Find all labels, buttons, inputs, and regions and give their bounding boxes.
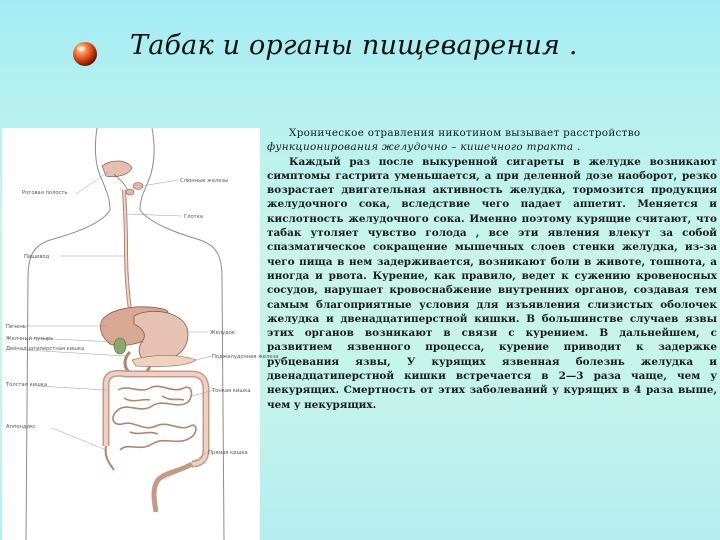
intro-paragraph	[267, 126, 717, 155]
main-paragraph: Каждый раз после выкуренной сигареты в желудке возникают симптомы гастрита уменьшается, а при деленной дозе наоборот, резко возрастает двигательная активность желудка, тормозится продукция желудочного сока, вследствие чего падает аппетит. Меняется и кислотность желудочного сока. Именно поэтому курящие считают, что табак утоляет чувство голода , все эти явления влекут за собой спазматическое сокращение мышечных слоев стенки желудка, из-за чего пища в нем задерживается, возникают боли в животе, тошнота, а иногда и рвота. Курение, как правило, ведет к сужению кровеносных сосудов, нарушает кровоснабжение внутренних органов, создавая тем самым благоприятные условия для изъявления слизистых оболочек желудка и двенадцатиперстной кишки. В большинстве случаев язвы этих органов возникают в связи с курением. В дальнейшем, с развитием язвенного процесса, курение приводит к задержке рубцевания язвы, У курящих язвенная болезнь желудка и двенадцатиперстной кишки встречается в 2—3 раза чаще, чем у некурящих. Смертность от этих заболеваний у курящих в 4 раза выше, чем у некурящих.	[267, 155, 717, 411]
oral-cavity	[102, 161, 132, 177]
label-large-intestine: Толстая кишка	[6, 382, 48, 388]
salivary-gland	[133, 183, 143, 190]
intro-line-1: Хроническое отравления никотином вызывает расстройство	[289, 127, 641, 139]
label-duodenum: Двенадцатиперстная кишка	[6, 346, 85, 352]
slide-title: Табак и органы пищеварения .	[130, 30, 578, 61]
label-gallbladder: Желчный пузырь	[6, 336, 54, 342]
label-appendix: Аппендикс	[6, 424, 36, 430]
sphere-bullet-icon	[72, 41, 98, 67]
label-pharynx: Глотка	[184, 214, 203, 220]
small-intestine	[113, 386, 196, 450]
label-stomach: Желудок	[210, 330, 236, 336]
digestive-system-figure	[2, 128, 279, 540]
label-rectum: Прямая кишка	[208, 450, 248, 456]
body-text	[267, 126, 717, 412]
label-esophagus: Пищевод	[24, 254, 50, 260]
label-small-intestine: Тонкая кишка	[212, 388, 251, 394]
label-pancreas: Поджелудочная железа	[212, 354, 279, 360]
rectum	[154, 464, 192, 512]
digestive-system-diagram	[2, 128, 279, 540]
label-salivary-glands: Слюнные железы	[180, 178, 229, 184]
intro-line-2: функционирования желудочно – кишечного тракта .	[267, 141, 581, 154]
label-liver: Печень	[6, 324, 26, 330]
label-oral-cavity: Ротовая полость	[22, 190, 68, 196]
appendix	[106, 446, 114, 470]
gallbladder	[114, 338, 126, 354]
